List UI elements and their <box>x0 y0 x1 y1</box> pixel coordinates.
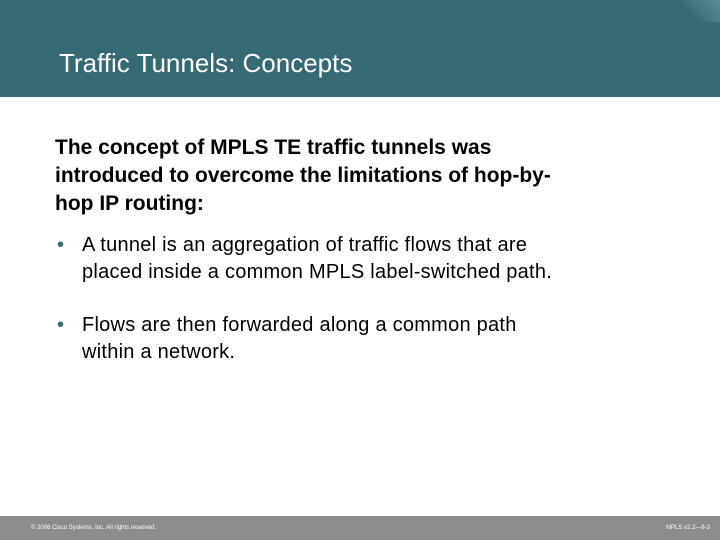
slide-header <box>0 0 720 97</box>
intro-paragraph <box>55 134 615 218</box>
slide-title: Traffic Tunnels: Concepts <box>59 48 353 78</box>
bullet-list <box>55 232 685 392</box>
footer-course-code: MPLS v2.2—8-3 <box>665 525 710 531</box>
bullet-item <box>55 312 685 366</box>
bullet-line: within a network. <box>82 341 236 363</box>
intro-line: The concept of MPLS TE traffic tunnels was <box>55 136 492 159</box>
header-corner-accent <box>680 0 720 22</box>
intro-line: introduced to overcome the limitations of hop-by- <box>55 164 551 187</box>
bullet-line: placed inside a common MPLS label-switched path. <box>82 261 553 283</box>
slide-footer <box>0 516 720 540</box>
bullet-item <box>55 232 685 286</box>
bullet-line: A tunnel is an aggregation of traffic flows that are <box>82 234 528 256</box>
intro-line: hop IP routing: <box>55 192 204 215</box>
bullet-marker: • <box>57 314 65 336</box>
bullet-line: Flows are then forwarded along a common path <box>82 314 517 336</box>
bullet-marker: • <box>57 234 65 256</box>
footer-copyright: © 2006 Cisco Systems, Inc. All rights reserved. <box>31 525 156 531</box>
